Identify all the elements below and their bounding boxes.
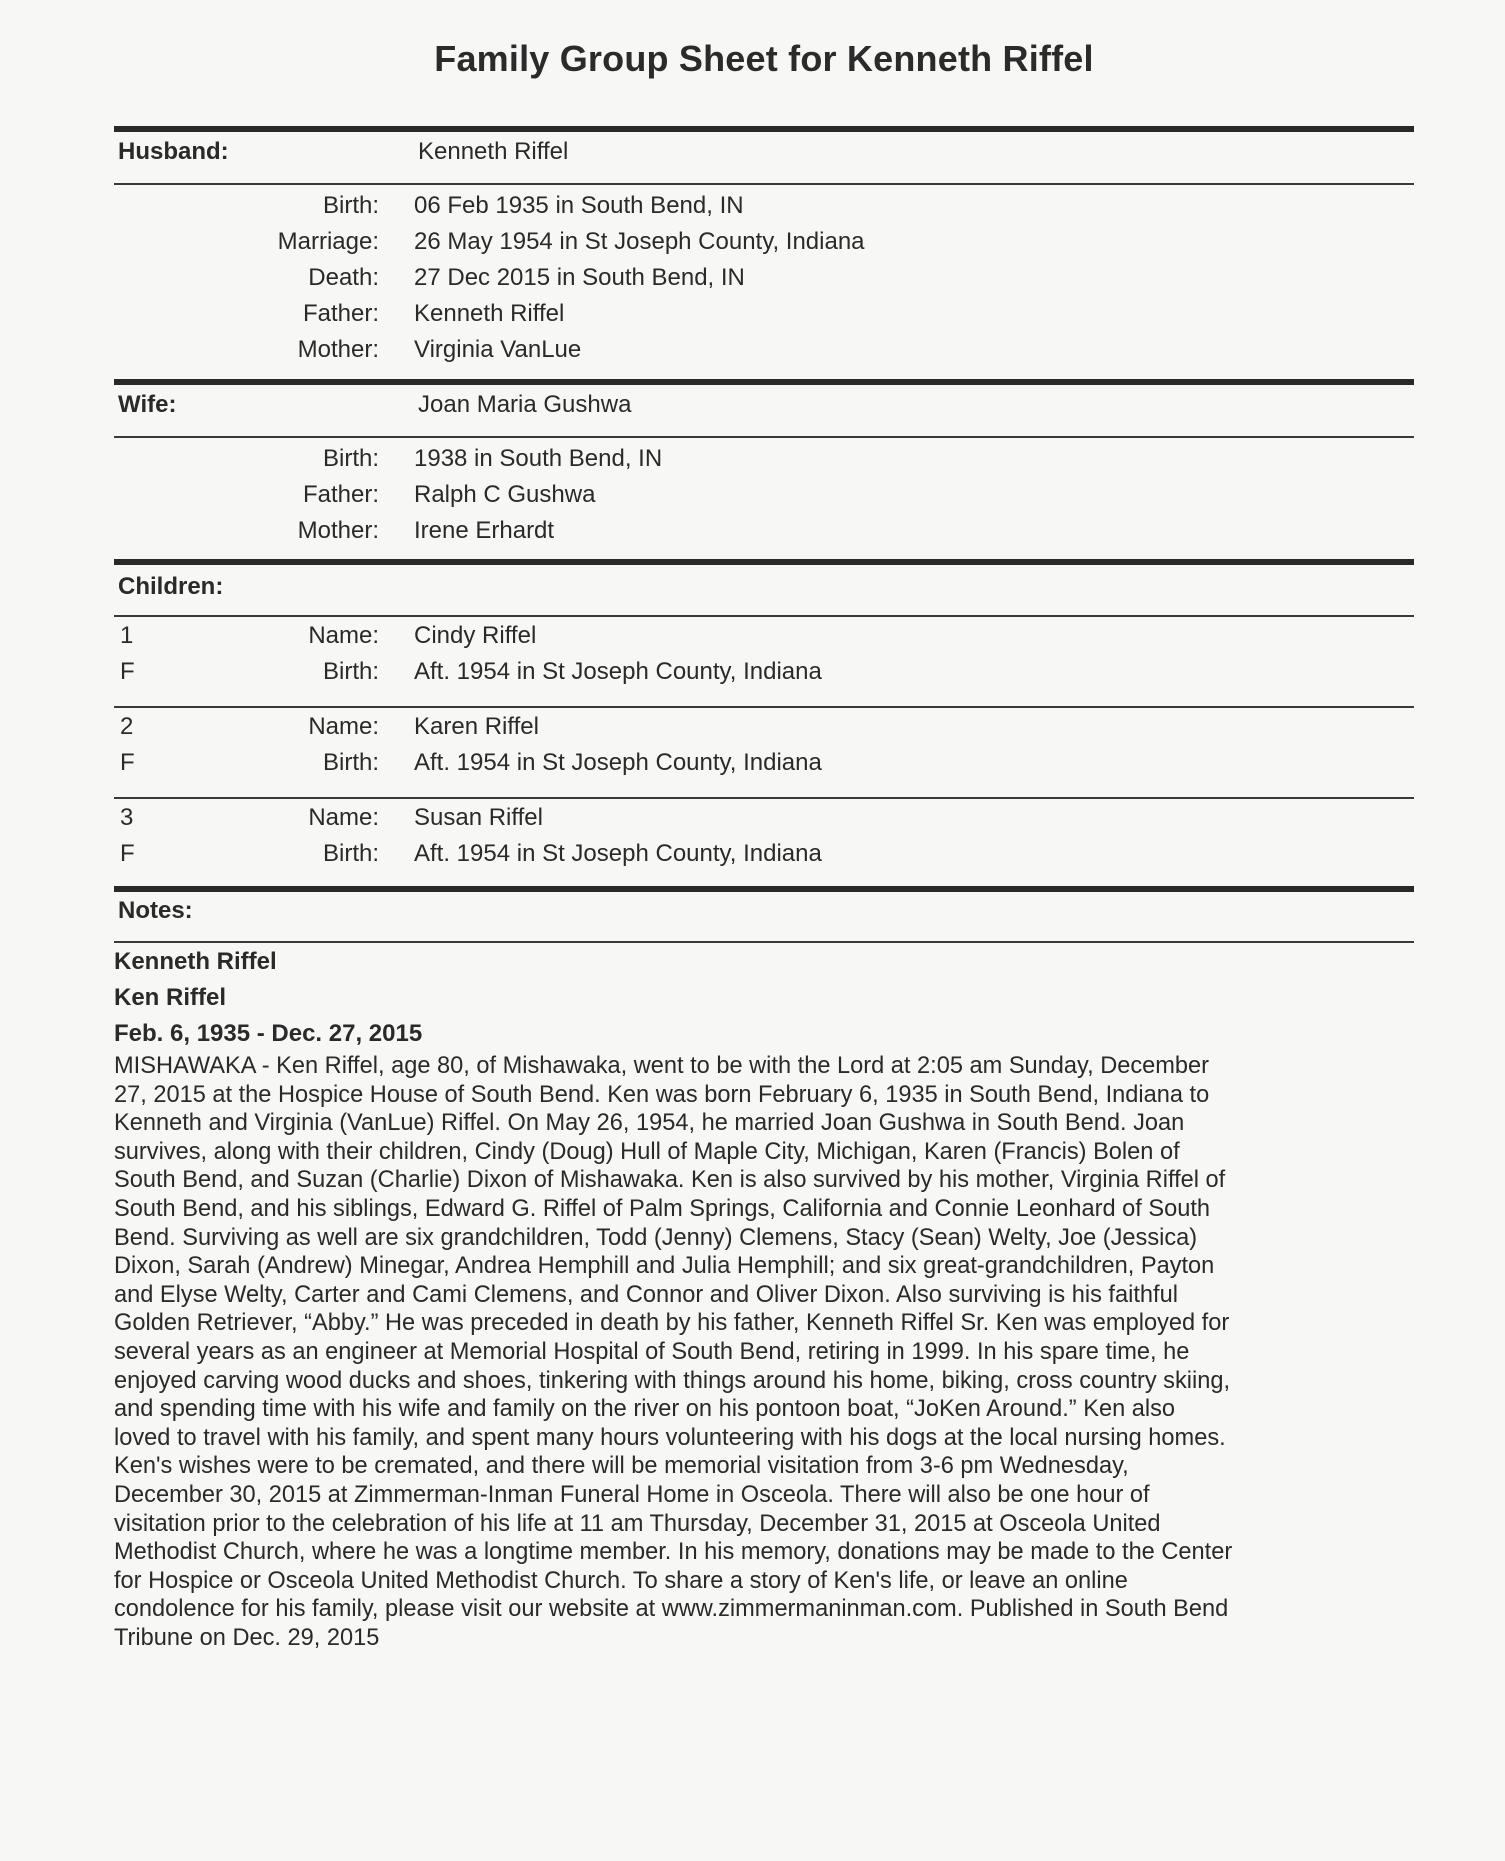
child-birth: Aft. 1954 in St Joseph County, Indiana (414, 749, 822, 776)
fact-label: Name: (308, 804, 379, 831)
fact-label: Father: (302, 300, 379, 327)
obituary-line: and Elyse Welty, Carter and Cami Clemens, and Connor and Oliver Dixon. Also surviving is his faithful (114, 1281, 1178, 1308)
child-birth-row (114, 749, 1414, 781)
child-name-row (114, 804, 1414, 836)
child-sex: F (120, 749, 135, 776)
obituary-line: for Hospice or Osceola United Methodist Church. To share a story of Ken's life, or leave an online (114, 1567, 1128, 1594)
fact-label: Marriage: (277, 228, 379, 255)
obituary-line: and spending time with his wife and family on the river on his pontoon boat, “JoKen Around.” Ken also (114, 1396, 1176, 1423)
fact-label: Name: (308, 622, 379, 649)
child-sex: F (120, 840, 135, 867)
obituary-line: Golden Retriever, “Abby.” He was preceded in death by his father, Kenneth Riffel Sr. Ken was employed for (114, 1310, 1230, 1337)
husband-father-row (114, 300, 1414, 332)
obituary-text (114, 1052, 1414, 1652)
section-divider (114, 941, 1414, 943)
obituary-line: several years as an engineer at Memorial Hospital of South Bend, retiring in 1999. In his spare time, he (114, 1338, 1190, 1365)
fact-label: Name: (308, 713, 379, 740)
husband-name: Kenneth Riffel (418, 138, 569, 165)
notes-heading-line: Feb. 6, 1935 - Dec. 27, 2015 (114, 1020, 423, 1047)
fact-value: 27 Dec 2015 in South Bend, IN (414, 264, 745, 291)
obituary-line: December 30, 2015 at Zimmerman-Inman Funeral Home in Osceola. There will also be one hour of (114, 1481, 1150, 1508)
wife-mother-row (114, 517, 1414, 549)
obituary-line: Bend. Surviving as well are six grandchildren, Todd (Jenny) Clemens, Stacy (Sean) Welty, Joe (Jessica) (114, 1224, 1198, 1251)
husband-marriage-row (114, 228, 1414, 260)
obituary-line: condolence for his family, please visit our website at www.zimmermaninman.com. Published in South Bend (114, 1596, 1229, 1623)
fact-label: Birth: (322, 445, 379, 472)
child-number: 2 (120, 713, 134, 740)
section-divider (114, 183, 1414, 185)
child-number: 1 (120, 622, 134, 649)
fact-value: Kenneth Riffel (414, 300, 565, 327)
obituary-line: South Bend, and his siblings, Edward G. Riffel of Palm Springs, California and Connie Leonhard of South (114, 1195, 1211, 1222)
wife-father-row (114, 481, 1414, 513)
wife-birth-row (114, 445, 1414, 477)
child-name: Susan Riffel (414, 804, 543, 831)
child-name-row (114, 713, 1414, 745)
husband-death-row (114, 264, 1414, 296)
section-divider (114, 559, 1414, 565)
fact-label: Death: (308, 264, 379, 291)
fact-value: 1938 in South Bend, IN (414, 445, 663, 472)
obituary-line: survives, along with their children, Cindy (Doug) Hull of Maple City, Michigan, Karen (Francis) Bolen of (114, 1138, 1180, 1165)
obituary-line: Kenneth and Virginia (VanLue) Riffel. On May 26, 1954, he married Joan Gushwa in South Bend. Joan (114, 1110, 1185, 1137)
fact-label: Mother: (297, 517, 379, 544)
child-name: Cindy Riffel (414, 622, 537, 649)
obituary-line: Tribune on Dec. 29, 2015 (114, 1624, 380, 1651)
obituary-line: MISHAWAKA - Ken Riffel, age 80, of Mishawaka, went to be with the Lord at 2:05 am Sunday, December (114, 1053, 1210, 1079)
obituary-line: Ken's wishes were to be cremated, and there will be memorial visitation from 3-6 pm Wednesday, (114, 1453, 1129, 1480)
wife-name: Joan Maria Gushwa (418, 391, 632, 418)
child-birth: Aft. 1954 in St Joseph County, Indiana (414, 658, 822, 685)
child-number: 3 (120, 804, 134, 831)
child-name: Karen Riffel (414, 713, 539, 740)
child-name-row (114, 622, 1414, 654)
section-divider (114, 886, 1414, 892)
fact-label: Birth: (322, 192, 379, 219)
notes-heading-line: Ken Riffel (114, 984, 227, 1011)
fact-value: Virginia VanLue (414, 336, 582, 363)
obituary-line: Methodist Church, where he was a longtime member. In his memory, donations may be made to the Center (114, 1539, 1233, 1566)
notes-heading-line: Kenneth Riffel (114, 948, 277, 975)
section-divider (114, 379, 1414, 385)
fact-label: Birth: (322, 658, 379, 685)
section-divider (114, 126, 1414, 132)
child-birth-row (114, 840, 1414, 872)
obituary-line: 27, 2015 at the Hospice House of South Bend. Ken was born February 6, 1935 in South Bend, Indiana to (114, 1081, 1210, 1108)
fact-value: Ralph C Gushwa (414, 481, 596, 508)
section-divider (114, 436, 1414, 438)
notes-section-label: Notes: (118, 897, 193, 924)
child-divider (114, 706, 1414, 708)
fact-value: 06 Feb 1935 in South Bend, IN (414, 192, 744, 219)
child-divider (114, 797, 1414, 799)
children-section-label: Children: (118, 573, 224, 600)
obituary-line: Dixon, Sarah (Andrew) Minegar, Andrea Hemphill and Julia Hemphill; and six great-grandchildren, Payton (114, 1253, 1215, 1280)
husband-mother-row (114, 336, 1414, 368)
obituary-line: visitation prior to the celebration of his life at 11 am Thursday, December 31, 2015 at Osceola United (114, 1510, 1161, 1537)
obituary-line: loved to travel with his family, and spent many hours volunteering with his dogs at the local nursing homes. (114, 1424, 1226, 1451)
husband-section-label: Husband: (118, 138, 229, 165)
child-sex: F (120, 658, 135, 685)
section-divider (114, 615, 1414, 617)
fact-value: Irene Erhardt (414, 517, 555, 544)
page-title: Family Group Sheet for Kenneth Riffel (434, 38, 1094, 79)
wife-section-label: Wife: (118, 391, 177, 418)
fact-label: Birth: (322, 749, 379, 776)
husband-birth-row (114, 192, 1414, 224)
child-birth-row (114, 658, 1414, 690)
obituary-line: enjoyed carving wood ducks and shoes, tinkering with things around his home, biking, cross country skiing, (114, 1367, 1231, 1394)
child-birth: Aft. 1954 in St Joseph County, Indiana (414, 840, 822, 867)
fact-label: Birth: (322, 840, 379, 867)
obituary-line: South Bend, and Suzan (Charlie) Dixon of Mishawaka. Ken is also survived by his mother, Virginia Riffel of (114, 1167, 1226, 1194)
fact-label: Mother: (297, 336, 379, 363)
fact-label: Father: (302, 481, 379, 508)
fact-value: 26 May 1954 in St Joseph County, Indiana (414, 228, 865, 255)
